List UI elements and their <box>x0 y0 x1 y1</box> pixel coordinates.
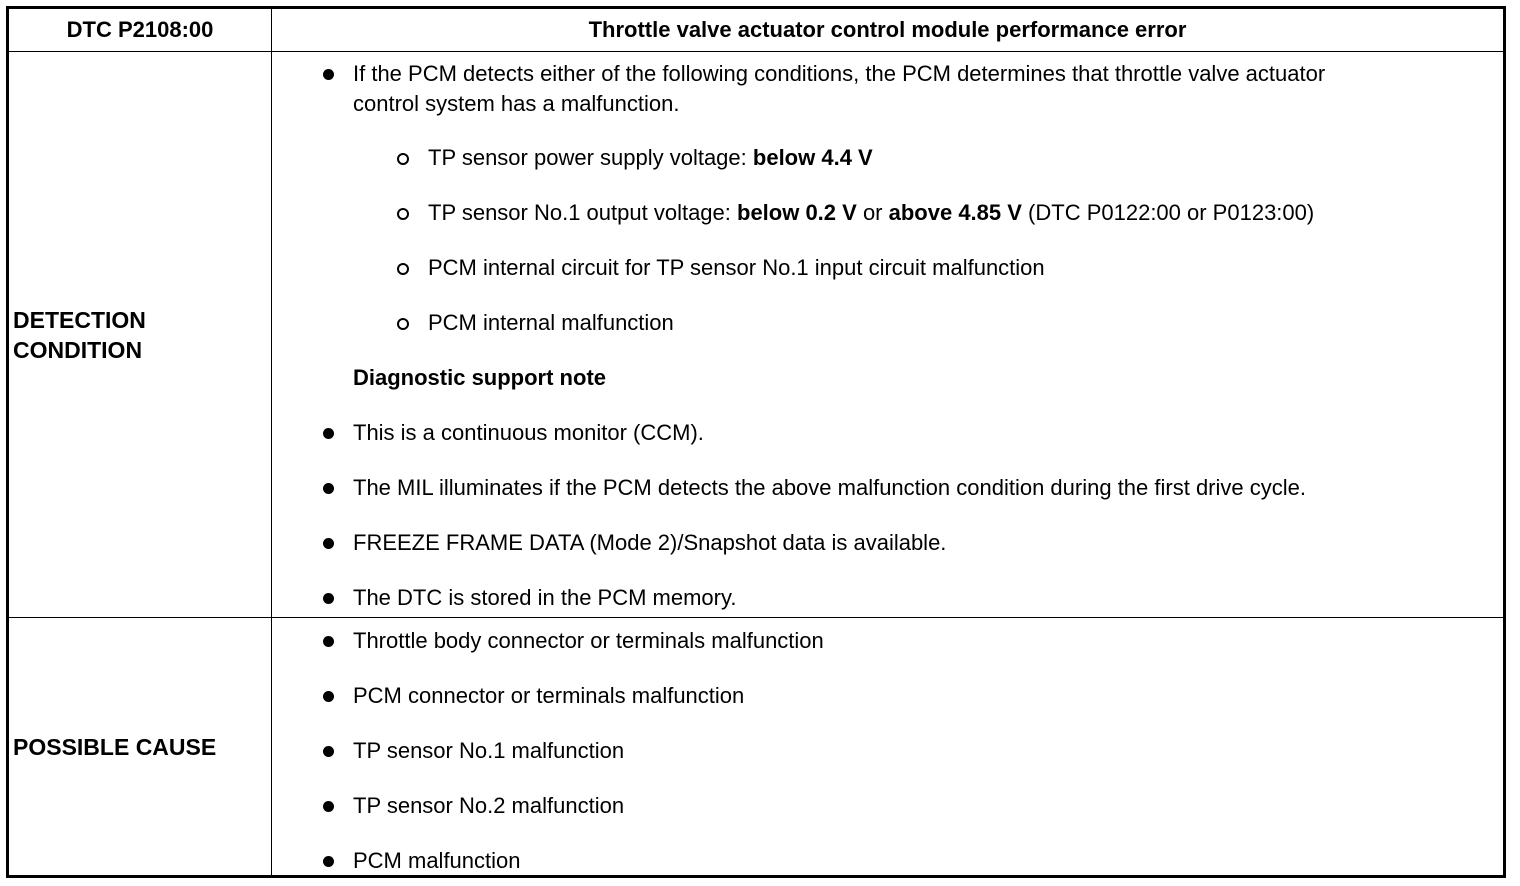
circle-bullet-icon <box>397 153 409 165</box>
circle-bullet-icon <box>397 318 409 330</box>
detection-row <box>9 52 1503 618</box>
bullet-icon <box>323 428 334 439</box>
cause-item: PCM malfunction <box>353 848 521 873</box>
note-item: The MIL illuminates if the PCM detects the above malfunction condition during the first drive cycle. <box>353 475 1306 500</box>
circle-bullet-icon <box>397 263 409 275</box>
condition-text: or <box>856 200 889 225</box>
bullet-icon <box>323 538 334 549</box>
cause-item: PCM connector or terminals malfunction <box>353 683 745 708</box>
note-item: FREEZE FRAME DATA (Mode 2)/Snapshot data is available. <box>353 530 947 555</box>
note-item: This is a continuous monitor (CCM). <box>353 420 704 445</box>
detection-label <box>13 305 146 365</box>
cause-content <box>272 618 1503 875</box>
bullet-icon <box>323 483 334 494</box>
detection-content <box>272 52 1503 617</box>
diagnostic-note-title: Diagnostic support note <box>353 365 606 390</box>
condition-text: TP sensor No.1 output voltage: <box>428 200 737 225</box>
cause-item: TP sensor No.2 malfunction <box>353 793 625 818</box>
cause-item: TP sensor No.1 malfunction <box>353 738 625 763</box>
cause-item: Throttle body connector or terminals malfunction <box>353 628 824 653</box>
condition-threshold-low: below 0.2 V <box>737 200 857 225</box>
possible-cause-row <box>9 618 1503 875</box>
condition-text: TP sensor power supply voltage: <box>428 145 753 170</box>
header-row <box>9 9 1503 52</box>
detection-label-cell <box>9 52 271 617</box>
bullet-icon <box>323 691 334 702</box>
bullet-icon <box>323 69 334 80</box>
detection-intro-line1: If the PCM detects either of the following conditions, the PCM determines that throttle valve actuator <box>353 61 1326 86</box>
condition-output-voltage <box>428 198 1314 228</box>
condition-power-supply <box>428 143 873 173</box>
bullet-icon <box>323 593 334 604</box>
dtc-table <box>6 6 1506 878</box>
condition-threshold-high: above 4.85 V <box>888 200 1022 225</box>
detection-label-line2: CONDITION <box>13 336 143 363</box>
detection-intro-line2: control system has a malfunction. <box>353 91 680 116</box>
circle-bullet-icon <box>397 208 409 220</box>
cause-label: POSSIBLE CAUSE <box>13 733 217 760</box>
condition-internal-circuit: PCM internal circuit for TP sensor No.1 input circuit malfunction <box>428 255 1045 280</box>
dtc-title: Throttle valve actuator control module performance error <box>588 17 1187 42</box>
bullet-icon <box>323 636 334 647</box>
dtc-code: DTC P2108:00 <box>66 17 214 42</box>
bullet-icon <box>323 801 334 812</box>
bullet-icon <box>323 856 334 867</box>
note-item: The DTC is stored in the PCM memory. <box>353 585 737 610</box>
cause-label-cell <box>9 618 271 875</box>
bullet-icon <box>323 746 334 757</box>
condition-threshold: below 4.4 V <box>752 145 873 170</box>
detection-label-line1: DETECTION <box>13 306 146 333</box>
condition-dtc-ref: (DTC P0122:00 or P0123:00) <box>1021 200 1315 225</box>
condition-internal-malfunction: PCM internal malfunction <box>428 310 674 335</box>
